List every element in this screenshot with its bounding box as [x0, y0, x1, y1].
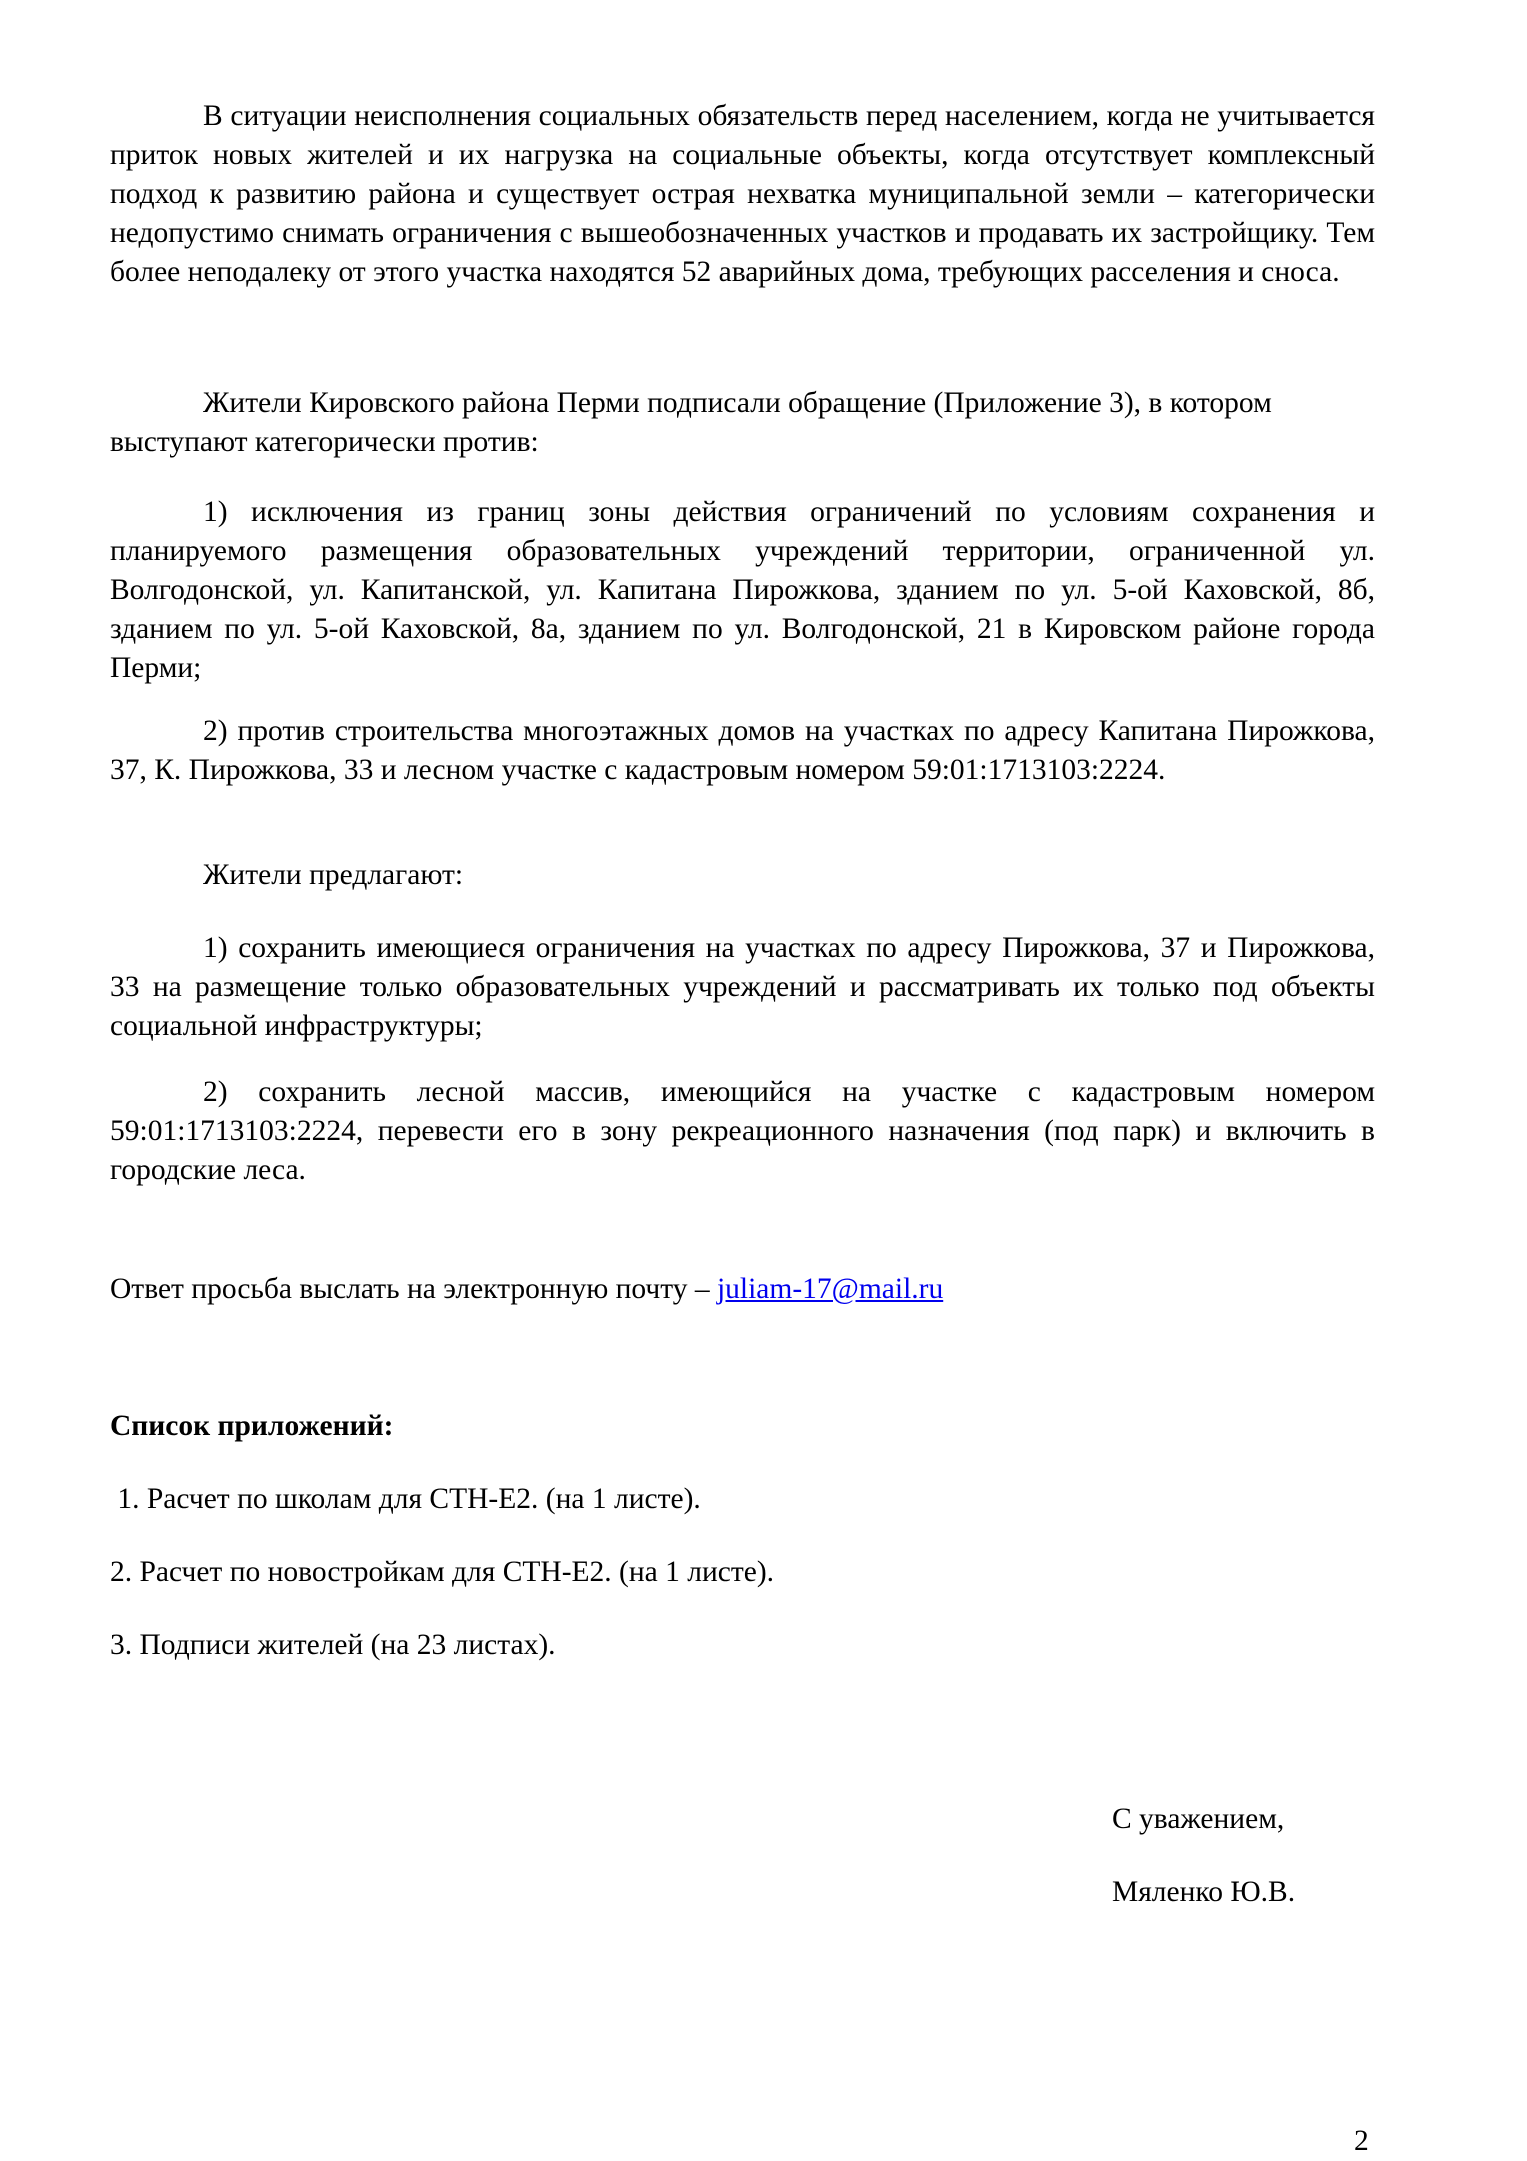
attachment-item-3: 3. Подписи жителей (на 23 листах).: [110, 1629, 556, 1661]
signature-name: Мяленко Ю.В.: [1112, 1876, 1296, 1908]
attachments-heading: Список приложений:: [110, 1410, 394, 1442]
reply-request-text: Ответ просьба выслать на электронную почту –: [110, 1273, 717, 1305]
proposal-item-1: 1) сохранить имеющиеся ограничения на участках по адресу Пирожкова, 37 и Пирожкова, 33 на размещение только образовательных учреждений и рассматривать их только под объекты социальной инфраструктуры;: [110, 932, 1375, 1042]
proposals-heading: Жители предлагают:: [203, 859, 464, 891]
page-number: 2: [1354, 2125, 1369, 2157]
attachment-item-2: 2. Расчет по новостройкам для СТН-Е2. (на 1 листе).: [110, 1556, 775, 1588]
paragraph-residents-appeal: Жители Кировского района Перми подписали обращение (Приложение 3), в котором выступают категорически против:: [110, 387, 1272, 458]
proposal-item-2: 2) сохранить лесной массив, имеющийся на участке с кадастровым номером 59:01:1713103:2224, перевести его в зону рекреационного назначения (под парк) и включить в городские леса.: [110, 1076, 1375, 1186]
attachment-item-1: 1. Расчет по школам для СТН-Е2. (на 1 листе).: [110, 1483, 701, 1515]
reply-request-line: [110, 1270, 1375, 1309]
closing-phrase: С уважением,: [1112, 1803, 1285, 1835]
paragraph-social-obligations: В ситуации неисполнения социальных обязательств перед населением, когда не учитывается приток новых жителей и их нагрузка на социальные объекты, когда отсутствует комплексный подход к развитию района и существует острая нехватка муниципальной земли – категорически недопустимо снимать ограничения с вышеобозначенных участков и продавать их застройщику. Тем более неподалеку от этого участка находятся 52 аварийных дома, требующих расселения и сноса.: [110, 100, 1375, 288]
reply-email-link[interactable]: juliam-17@mail.ru: [716, 1273, 944, 1305]
against-item-2: 2) против строительства многоэтажных домов на участках по адресу Капитана Пирожкова, 37, К. Пирожкова, 33 и лесном участке с кадастровым номером 59:01:1713103:2224.: [110, 715, 1375, 786]
against-item-1: 1) исключения из границ зоны действия ограничений по условиям сохранения и планируемого размещения образовательных учреждений территории, ограниченной ул. Волгодонской, ул. Капитанской, ул. Капитана Пирожкова, зданием по ул. 5-ой Каховской, 8б, зданием по ул. 5-ой Каховской, 8а, зданием по ул. Волгодонской, 21 в Кировском районе города Перми;: [110, 496, 1375, 684]
